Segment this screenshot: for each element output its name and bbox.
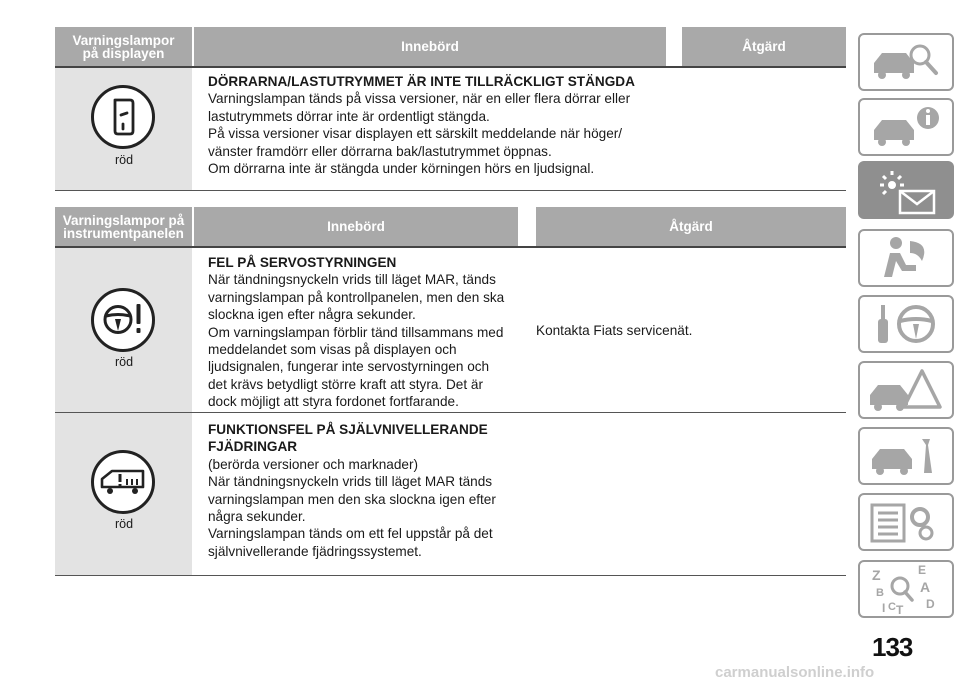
- sidebar-tab-safety[interactable]: [858, 229, 954, 287]
- car-search-icon: [860, 35, 952, 89]
- car-maintenance-icon: [860, 429, 952, 483]
- table2-row1-description: [208, 254, 504, 411]
- table2-row2-line: några sekunder.: [208, 509, 306, 525]
- table2-row2-line: Varningslampan tänds om ett fel uppstår på det: [208, 526, 493, 542]
- table2-row1-line: dock möjligt att styra fordonet fortfarande.: [208, 394, 459, 410]
- table2-row2-line: När tändningsnyckeln vrids till läget MAR tänds: [208, 474, 493, 490]
- sidebar-tab-index[interactable]: [858, 560, 954, 618]
- watermark: carmanualsonline.info: [715, 664, 875, 681]
- table2-row2-description: [208, 421, 496, 560]
- sidebar-tab-car-search[interactable]: [858, 33, 954, 91]
- sidebar-tab-maintenance[interactable]: [858, 427, 954, 485]
- table2-header-col1-text: Varningslampor på instrumentpanelen: [62, 212, 185, 241]
- airbag-seat-icon: [860, 231, 952, 285]
- table2-row1-line: Om varningslampan förblir tänd tillsammans med: [208, 324, 504, 340]
- table2-row1-line: varningslampan på kontrollpanelen, men den ska: [208, 289, 505, 305]
- table1-bottom-rule: [55, 190, 846, 191]
- page-number: 133: [872, 632, 913, 662]
- table2-row1-line: meddelandet som visas på displayen och: [208, 342, 457, 358]
- table1-row1-line: lastutrymmets dörrar inte är ordentligt stängda.: [208, 108, 490, 124]
- table2-row2-line: (berörda versioner och marknader): [208, 456, 419, 472]
- table1-header-col3: [682, 27, 846, 66]
- table1-header-col2: [194, 27, 666, 66]
- sidebar-tab-car-info[interactable]: [858, 98, 954, 156]
- table2-row1-line: det krävs betydligt större kraft att styra. Det är: [208, 376, 483, 392]
- sidebar-tab-technical-data[interactable]: [858, 493, 954, 551]
- table2-row2-title: FJÄDRINGAR: [208, 439, 298, 455]
- sidebar-tab-starting-driving[interactable]: [858, 295, 954, 353]
- table2-row2-line: varningslampan men den ska slockna igen efter: [208, 491, 496, 507]
- table2-row2-line: självnivellerande fjädringssystemet.: [208, 543, 422, 559]
- table1-row1-line: vänster framdörr eller dörrarna bak/lastutrymmet öppnas.: [208, 143, 552, 159]
- suspension-warning-icon: [91, 450, 155, 514]
- car-info-icon: [860, 100, 952, 154]
- alphabetical-index-icon: [860, 562, 952, 620]
- table2-row1-action: Kontakta Fiats servicenät.: [536, 323, 693, 338]
- table2-header-col2-text: Innebörd: [327, 219, 385, 234]
- steering-wheel-warning-icon: [91, 288, 155, 352]
- table2-row1-color: röd: [114, 355, 134, 369]
- table2-header-col1: [55, 207, 192, 246]
- table2-row1-title: FEL PÅ SERVOSTYRNINGEN: [208, 255, 397, 270]
- door-open-icon: [91, 85, 155, 149]
- table2-row2-color: röd: [114, 517, 134, 531]
- table1-row1-color: röd: [114, 153, 134, 167]
- svg-text:E: E: [918, 563, 927, 577]
- table2-row1-line: När tändningsnyckeln vrids till läget MAR, tänds: [208, 272, 496, 288]
- key-steering-wheel-icon: [860, 297, 952, 351]
- sidebar-tab-emergency[interactable]: [858, 361, 954, 419]
- table2-row2-title: FUNKTIONSFEL PÅ SJÄLVNIVELLERANDE: [208, 422, 488, 437]
- table2-row1-line: ljudsignalen, fungerar inte servostyrningen och: [208, 359, 490, 375]
- svg-text:I: I: [882, 601, 886, 615]
- svg-text:Z: Z: [872, 567, 881, 583]
- sidebar-tab-warning-lights[interactable]: [858, 161, 954, 219]
- table2-header-col2: [194, 207, 518, 246]
- table1-header-col1-text: Varningslampor på displayen: [72, 32, 175, 61]
- table1-header-col3-text: Åtgärd: [742, 39, 786, 54]
- emergency-warning-icon: [860, 363, 952, 417]
- table1-row1-title: DÖRRARNA/LASTUTRYMMET ÄR INTE TILLRÄCKLIGT STÄNGDA: [208, 74, 635, 89]
- table1-header-col2-text: Innebörd: [401, 39, 459, 54]
- table1-row1-description: [208, 73, 635, 177]
- svg-text:D: D: [926, 597, 935, 611]
- table2-bottom-rule: [55, 575, 846, 576]
- table1-row1-line: Varningslampan tänds på vissa versioner, när en eller flera dörrar eller: [208, 91, 631, 107]
- technical-data-icon: [860, 495, 952, 549]
- table2-header-col3: [536, 207, 846, 246]
- table1-header-col1: [55, 27, 192, 66]
- svg-text:C: C: [888, 601, 896, 613]
- table2-header-col3-text: Åtgärd: [669, 219, 713, 234]
- svg-text:T: T: [896, 603, 904, 617]
- warning-light-message-icon: [858, 161, 954, 219]
- table2-row1-line: slockna igen efter några sekunder.: [208, 307, 416, 323]
- svg-text:B: B: [876, 587, 884, 599]
- table1-row1-line: Om dörrarna inte är stängda under körningen hörs en ljudsignal.: [208, 161, 595, 177]
- svg-text:A: A: [920, 579, 931, 595]
- table1-row1-line: På vissa versioner visar displayen ett särskilt meddelande när höger/: [208, 126, 623, 142]
